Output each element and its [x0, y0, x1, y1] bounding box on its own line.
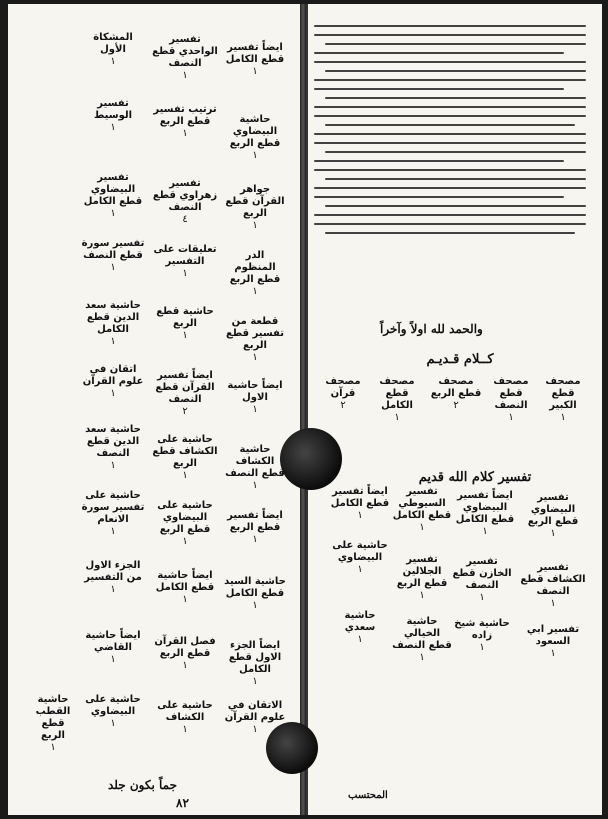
catalog-entry	[224, 250, 286, 298]
catalog-entry	[224, 576, 286, 612]
header-text-line	[314, 223, 586, 225]
header-text-line	[314, 34, 586, 36]
catalog-entry	[80, 364, 146, 400]
entry-count: ١	[110, 122, 116, 133]
entry-title: حاشية على الكشاف قطع الربع	[152, 434, 218, 469]
header-text-line	[314, 160, 564, 162]
entry-count: ١	[482, 526, 488, 537]
entry-title: ترتيب تفسير قطع الربع	[153, 104, 217, 127]
entry-count: ١	[419, 652, 425, 663]
catalog-entry	[152, 104, 218, 140]
catalog-entry	[152, 434, 218, 482]
header-text-line	[325, 43, 586, 45]
entry-count: ١	[550, 528, 556, 539]
section-title-quran: كــلام قـديـم	[426, 352, 494, 367]
catalog-entry	[520, 492, 586, 540]
entry-title: قطعة من تفسير قطع الربع	[225, 316, 285, 351]
entry-count: ١	[182, 594, 188, 605]
entry-title: تفسير ابي السعود	[526, 624, 580, 647]
catalog-entry	[370, 376, 424, 424]
entry-title: تفسير الجلالين قطع الربع	[396, 554, 448, 589]
entry-title: ايضاً حاشية الاول	[227, 380, 283, 403]
entry-title: الدر المنظوم قطع الربع	[229, 250, 281, 285]
catalog-entry	[80, 424, 146, 472]
entry-title: مصحف قطع الكامل	[379, 376, 415, 411]
entry-count: ١	[110, 460, 116, 471]
entry-title: تفسير الخازن قطع النصف	[452, 556, 512, 591]
catalog-entry	[80, 560, 146, 596]
catalog-entry	[80, 490, 146, 538]
catalog-entry	[224, 510, 286, 546]
entry-title: تفسير الوسيط	[93, 98, 133, 121]
header-text-line	[314, 79, 586, 81]
catalog-entry	[80, 630, 146, 666]
entry-count: ١	[252, 676, 258, 687]
catalog-entry	[80, 694, 146, 730]
catalog-entry	[80, 32, 146, 68]
catalog-entry	[520, 624, 586, 660]
header-text-line	[314, 25, 586, 27]
entry-title: حاشية سعدي	[344, 610, 376, 633]
entry-title: فصل القرآن قطع الربع	[154, 636, 216, 659]
entry-count: ١	[110, 208, 116, 219]
entry-count: ١	[182, 470, 188, 481]
entry-title: تفسير الكشاف قطع النصف	[520, 562, 586, 597]
entry-title: مصحف قطع الربع	[430, 376, 482, 399]
entry-count: ١	[110, 388, 116, 399]
entry-count: ١	[110, 654, 116, 665]
entry-title: ايضاً تفسير القرآن قطع النصف	[155, 370, 215, 405]
entry-count: ١	[550, 648, 556, 659]
catalog-entry	[392, 486, 452, 534]
header-text-line	[325, 205, 586, 207]
header-text-line	[314, 133, 586, 135]
catalog-entry	[80, 238, 146, 274]
entry-title: اتقان في علوم القرآن	[82, 364, 144, 387]
catalog-entry	[224, 42, 286, 78]
catalog-entry	[330, 486, 390, 522]
catalog-entry	[392, 616, 452, 664]
entry-count: ١	[560, 412, 566, 423]
entry-title: ايضاً تفسير قطع الكامل	[330, 486, 390, 509]
entry-title: حاشية القطب قطع الربع	[35, 694, 71, 741]
entry-title: حاشية شيخ زاده	[454, 618, 510, 641]
entry-count: ١	[357, 510, 363, 521]
ink-seal-middle	[280, 428, 342, 490]
entry-count: ١	[357, 634, 363, 645]
header-closing: والحمد لله اولاً وآخراً	[380, 322, 483, 336]
entry-count: ٤	[182, 214, 188, 225]
entry-count: ١	[110, 336, 116, 347]
catalog-entry	[224, 316, 286, 364]
catalog-entry	[452, 618, 512, 654]
catalog-entry	[152, 700, 218, 736]
entry-count: ١	[508, 412, 514, 423]
entry-title: ايضاً حاشية قطع الكامل	[155, 570, 215, 593]
entry-count: ١	[252, 66, 258, 77]
header-text-line	[314, 115, 586, 117]
entry-count: ١	[252, 534, 258, 545]
right-bottom-note: المحتسب	[348, 790, 388, 801]
entry-title: تعليقات على التفسير	[153, 244, 217, 267]
entry-count: ١	[252, 404, 258, 415]
header-text-line	[314, 169, 586, 171]
entry-count: ١	[110, 56, 116, 67]
entry-title: حاشية السيد قطع الكامل	[224, 576, 286, 599]
header-text-line	[314, 52, 564, 54]
entry-count: ١	[182, 536, 188, 547]
entry-count: ١	[182, 128, 188, 139]
entry-count: ١	[479, 642, 485, 653]
header-text-line	[325, 124, 575, 126]
catalog-entry	[152, 244, 218, 280]
entry-title: حاشية على تفسير سورة الانعام	[81, 490, 145, 525]
entry-title: تفسير الواحدي قطع النصف	[152, 34, 218, 69]
catalog-entry	[452, 490, 518, 538]
entry-title: حاشية سعد الدين قطع الكامل	[85, 300, 141, 335]
catalog-entry	[486, 376, 536, 424]
header-text-line	[314, 88, 564, 90]
entry-title: حاشية على البيضاوي	[85, 694, 141, 717]
entry-count: ١	[252, 600, 258, 611]
header-text-line	[325, 151, 586, 153]
entry-title: ايضاً حاشية القاضي	[85, 630, 141, 653]
entry-title: الجزء الاول من التفسير	[84, 560, 142, 583]
header-text-line	[314, 196, 564, 198]
entry-title: تفسير السيوطي قطع الكامل	[392, 486, 452, 521]
entry-title: حاشية سعد الدين قطع النصف	[85, 424, 141, 459]
entry-count: ١	[479, 592, 485, 603]
entry-title: حاشية الخيالي قطع النصف	[392, 616, 452, 651]
entry-count: ١	[182, 330, 188, 341]
header-text-line	[325, 97, 586, 99]
header-text-line	[314, 61, 586, 63]
page-number: ٨٢	[176, 796, 189, 810]
catalog-entry	[538, 376, 588, 424]
entry-title: تفسير البيضاوي قطع الربع	[527, 492, 579, 527]
entry-title: تفسير سورة قطع النصف	[81, 238, 145, 261]
section-title-tafsir: تفسير كلام الله قديم	[418, 470, 532, 485]
entry-title: مصحف قرآن	[325, 376, 361, 399]
entry-count: ١	[182, 70, 188, 81]
catalog-entry	[152, 34, 218, 82]
left-footer: جماً بكون جلد	[108, 778, 178, 792]
header-text-line	[325, 178, 586, 180]
entry-count: ١	[394, 412, 400, 423]
catalog-entry	[224, 114, 286, 162]
catalog-entry	[318, 376, 368, 412]
catalog-entry	[80, 172, 146, 220]
entry-count: ٢	[182, 406, 188, 417]
header-text-line	[325, 70, 586, 72]
entry-title: ايضاً تفسير قطع الربع	[227, 510, 283, 533]
entry-count: ١	[252, 220, 258, 231]
catalog-entry	[224, 640, 286, 688]
entry-count: ١	[252, 724, 258, 735]
header-text-line	[314, 106, 586, 108]
entry-title: حاشية الكشاف قطع النصف	[225, 444, 285, 479]
entry-count: ١	[252, 480, 258, 491]
header-paragraph	[314, 18, 586, 338]
entry-title: مصحف قطع الكبير	[545, 376, 581, 411]
entry-title: تفسير زهراوي قطع النصف	[152, 178, 218, 213]
entry-title: مصحف قطع النصف	[493, 376, 529, 411]
entry-title: جواهر القرآن قطع الربع	[225, 184, 285, 219]
entry-count: ١	[252, 150, 258, 161]
catalog-entry	[520, 562, 586, 610]
entry-count: ١	[110, 526, 116, 537]
entry-count: ١	[110, 584, 116, 595]
entry-count: ١	[357, 564, 363, 575]
entry-title: حاشية البيضاوي قطع الربع	[229, 114, 281, 149]
catalog-entry	[80, 300, 146, 348]
catalog-entry	[152, 370, 218, 418]
header-text-line	[314, 214, 586, 216]
entry-count: ١	[419, 590, 425, 601]
catalog-entry	[330, 540, 390, 576]
entry-count: ١	[252, 286, 258, 297]
catalog-entry	[152, 570, 218, 606]
catalog-entry	[392, 554, 452, 602]
catalog-entry	[224, 700, 286, 736]
entry-title: المشكاة الأول	[93, 32, 133, 55]
catalog-entry	[152, 178, 218, 226]
catalog-entry	[224, 444, 286, 492]
entry-title: ايضاً الجزء الاول قطع الكامل	[228, 640, 282, 675]
entry-count: ١	[182, 268, 188, 279]
entry-count: ١	[50, 742, 56, 753]
entry-title: حاشية على البيضاوي	[332, 540, 388, 563]
catalog-entry	[80, 98, 146, 134]
entry-title: ايضاً تفسير قطع الكامل	[225, 42, 285, 65]
catalog-entry	[430, 376, 482, 412]
entry-count: ١	[182, 660, 188, 671]
entry-title: الاتقان في علوم القرآن	[224, 700, 286, 723]
catalog-entry	[28, 694, 78, 754]
entry-count: ١	[182, 724, 188, 735]
catalog-entry	[152, 500, 218, 548]
entry-count: ١	[550, 598, 556, 609]
catalog-entry	[152, 636, 218, 672]
entry-count: ١	[110, 262, 116, 273]
header-text-line	[314, 187, 586, 189]
entry-title: ايضاً تفسير البيضاوي قطع الكامل	[455, 490, 515, 525]
entry-title: تفسير البيضاوي قطع الكامل	[83, 172, 143, 207]
catalog-entry	[224, 184, 286, 232]
entry-count: ١	[110, 718, 116, 729]
entry-title: حاشية على البيضاوي قطع الربع	[157, 500, 213, 535]
entry-count: ٢	[340, 400, 346, 411]
catalog-entry	[452, 556, 512, 604]
header-text-line	[325, 232, 575, 234]
catalog-entry	[152, 306, 218, 342]
entry-count: ٢	[453, 400, 459, 411]
header-text-line	[314, 142, 586, 144]
entry-count: ١	[252, 352, 258, 363]
catalog-entry	[224, 380, 286, 416]
entry-title: حاشية قطع الربع	[156, 306, 214, 329]
entry-title: حاشية على الكشاف	[157, 700, 213, 723]
catalog-entry	[330, 610, 390, 646]
entry-count: ١	[419, 522, 425, 533]
